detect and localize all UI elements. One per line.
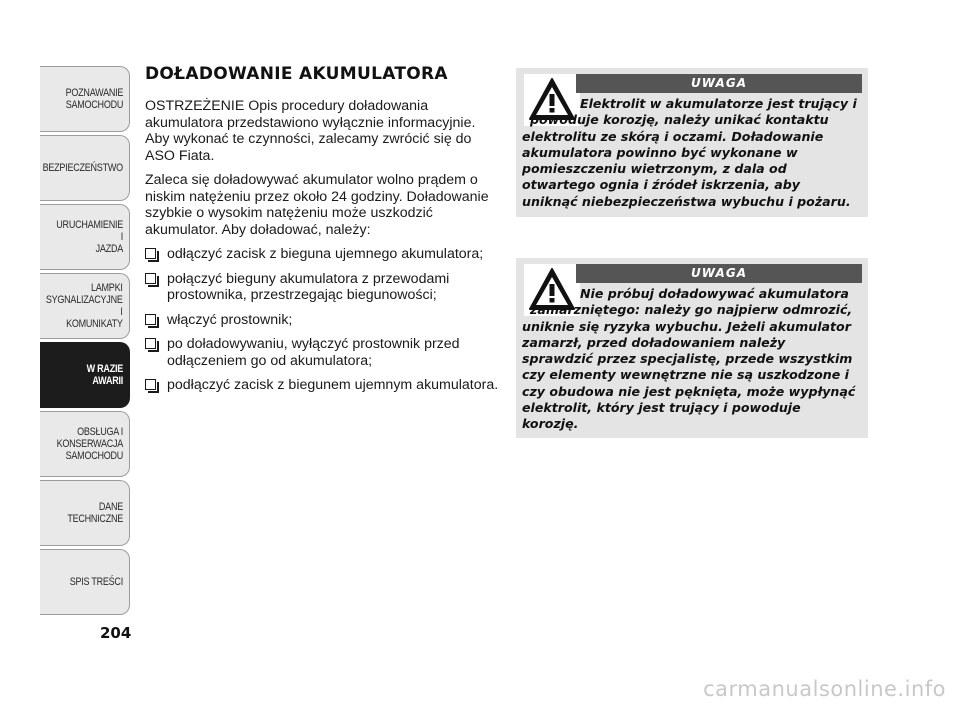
tab-label: BEZPIECZEŃSTWO xyxy=(42,162,123,174)
paragraph: Zaleca się doładowywać akumulator wolno prądem o niskim natężeniu przez około 24 godziny. Doładowanie szybkie o wysokim natężeniu może uszkodzić akumulator. Aby doładować, należy: xyxy=(145,172,489,238)
list-item xyxy=(145,271,500,304)
tab-label: LAMPKI SYGNALIZACYJNE I KOMUNIKATY xyxy=(46,282,123,330)
tab-dane-techniczne[interactable] xyxy=(40,480,130,546)
tab-uruchamienie-i-jazda[interactable] xyxy=(40,204,130,270)
tab-label: URUCHAMIENIE I JAZDA xyxy=(56,219,123,255)
main-content xyxy=(145,64,500,402)
tab-label: DANE TECHNICZNE xyxy=(67,501,123,525)
list-item-text: włączyć prostownik; xyxy=(167,311,293,328)
warning-text: Elektrolit w akumulatorze jest trujący i powoduje korozję, należy unikać kontaktu elektrolitu ze skórą i oczami. Doładowanie akumulatora powinno być wykonane w pomieszczeniu wietrzonym, z dala od otwartego ognia i źródeł iskrzenia, aby uniknąć niebezpieczeństwa wybuchu i pożaru. xyxy=(522,96,857,209)
tab-lampki-sygnalizacyjne[interactable] xyxy=(40,273,130,339)
list-item-text: po doładowywaniu, wyłączyć prostownik przed odłączeniem go od akumulatora; xyxy=(167,336,460,369)
warning-header: UWAGA xyxy=(576,264,862,283)
list-item xyxy=(145,377,500,394)
checkbox-bullet-icon xyxy=(145,314,156,325)
list-item xyxy=(145,312,500,329)
list-item-text: połączyć bieguny akumulatora z przewodami prostownika, przestrzegając biegunowości; xyxy=(167,270,450,303)
tab-bezpieczenstwo[interactable] xyxy=(40,135,130,201)
list-item-text: odłączyć zacisk z bieguna ujemnego akumulatora; xyxy=(167,246,484,262)
checkbox-bullet-icon xyxy=(145,379,156,390)
list-item xyxy=(145,336,500,369)
tab-label: POZNAWANIE SAMOCHODU xyxy=(65,87,123,111)
watermark: carmanualsonline.info xyxy=(703,677,946,701)
tab-poznawanie-samochodu[interactable] xyxy=(40,66,130,132)
tab-obsluga-i-konserwacja[interactable] xyxy=(40,411,130,477)
tab-spis-tresci[interactable] xyxy=(40,549,130,615)
warning-box xyxy=(516,258,868,438)
warning-header: UWAGA xyxy=(576,74,862,93)
list-item-text: podłączyć zacisk z biegunem ujemnym akumulatora. xyxy=(167,377,499,393)
warning-text: Nie próbuj doładowywać akumulatora zamarzniętego: należy go najpierw odmrozić, uniknie się ryzyka wybuchu. Jeżeli akumulator zamarzł, przed doładowaniem należy sprawdzić przez specjalistę, przede wszystkim czy elementy wewnętrzne nie są uszkodzone i czy obudowa nie jest pęknięta, może wypłynąć elektrolit, który jest trujący i powoduje korozję. xyxy=(522,286,856,432)
page-number: 204 xyxy=(100,624,132,642)
tab-label: OBSŁUGA I KONSERWACJA SAMOCHODU xyxy=(56,426,123,462)
checkbox-bullet-icon xyxy=(145,248,156,259)
step-list xyxy=(145,246,500,394)
checkbox-bullet-icon xyxy=(145,338,156,349)
list-item xyxy=(145,246,500,263)
tab-label: SPIS TREŚCI xyxy=(69,576,123,588)
tab-w-razie-awarii[interactable] xyxy=(40,342,130,408)
paragraph: OSTRZEŻENIE Opis procedury doładowania akumulatora przedstawiono wyłącznie informacyjnie. Aby wykonać te czynności, zalecamy zwrócić się do ASO Fiata. xyxy=(145,98,476,164)
tab-label: W RAZIE AWARII xyxy=(86,363,123,387)
page-title: DOŁADOWANIE AKUMULATORA xyxy=(145,64,448,84)
checkbox-bullet-icon xyxy=(145,273,156,284)
warning-box xyxy=(516,68,868,217)
